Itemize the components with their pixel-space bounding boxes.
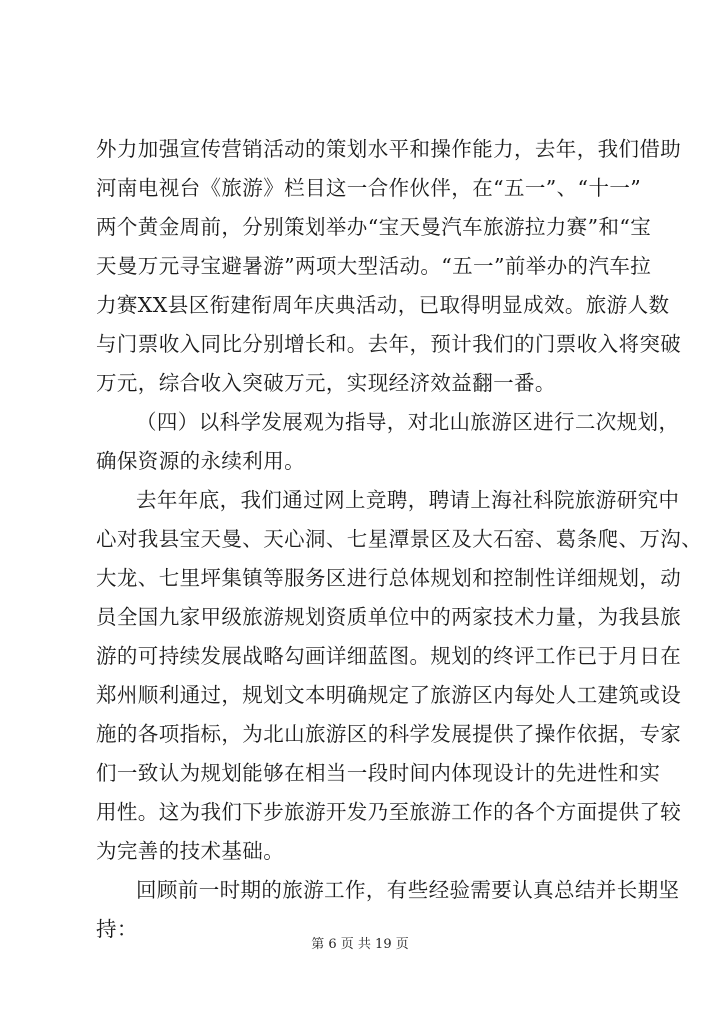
text-line: 两个黄金周前，分别策划举办“宝天曼汽车旅游拉力赛”和“宝 bbox=[96, 215, 652, 239]
text-line: 力赛XX县区衔建衔周年庆典活动，已取得明显成效。旅游人数 bbox=[96, 293, 670, 317]
text-line: 游的可持续发展战略勾画详细蓝图。规划的终评工作已于月日在 bbox=[96, 644, 682, 668]
text-line: 去年年底，我们通过网上竞聘，聘请上海社科院旅游研究中 bbox=[136, 488, 680, 512]
text-line: 外力加强宣传营销活动的策划水平和操作能力，去年，我们借助 bbox=[96, 137, 682, 161]
text-line: 天曼万元寻宝避暑游”两项大型活动。“五一”前举办的汽车拉 bbox=[96, 254, 652, 278]
text-line: 用性。这为我们下步旅游开发乃至旅游工作的各个方面提供了较 bbox=[96, 800, 682, 824]
text-line: 心对我县宝天曼、天心洞、七星潭景区及大石窑、葛条爬、万沟、 bbox=[96, 527, 703, 551]
text-line: 为完善的技术基础。 bbox=[96, 839, 285, 863]
text-line: 持： bbox=[96, 917, 138, 941]
text-line: 万元，综合收入突破万元，实现经济效益翻一番。 bbox=[96, 371, 556, 395]
page-number-footer: 第 6 页 共 19 页 bbox=[311, 937, 409, 952]
text-line: 施的各项指标，为北山旅游区的科学发展提供了操作依据，专家 bbox=[96, 722, 682, 746]
text-line: 回顾前一时期的旅游工作，有些经验需要认真总结并长期坚 bbox=[136, 878, 680, 902]
text-line: 们一致认为规划能够在相当一段时间内体现设计的先进性和实 bbox=[96, 761, 661, 785]
text-line: 大龙、七里坪集镇等服务区进行总体规划和控制性详细规划，动 bbox=[96, 566, 682, 590]
section-heading-line: 确保资源的永续利用。 bbox=[96, 449, 305, 473]
text-line: 与门票收入同比分别增长和。去年，预计我们的门票收入将突破 bbox=[96, 332, 682, 356]
text-line: 员全国九家甲级旅游规划资质单位中的两家技术力量，为我县旅 bbox=[96, 605, 682, 629]
text-line: 郑州顺利通过，规划文本明确规定了旅游区内每处人工建筑或设 bbox=[96, 683, 682, 707]
section-heading-line: （四）以科学发展观为指导，对北山旅游区进行二次规划， bbox=[136, 410, 680, 434]
text-line: 河南电视台《旅游》栏目这一合作伙伴，在“五一”、“十一” bbox=[96, 176, 642, 200]
